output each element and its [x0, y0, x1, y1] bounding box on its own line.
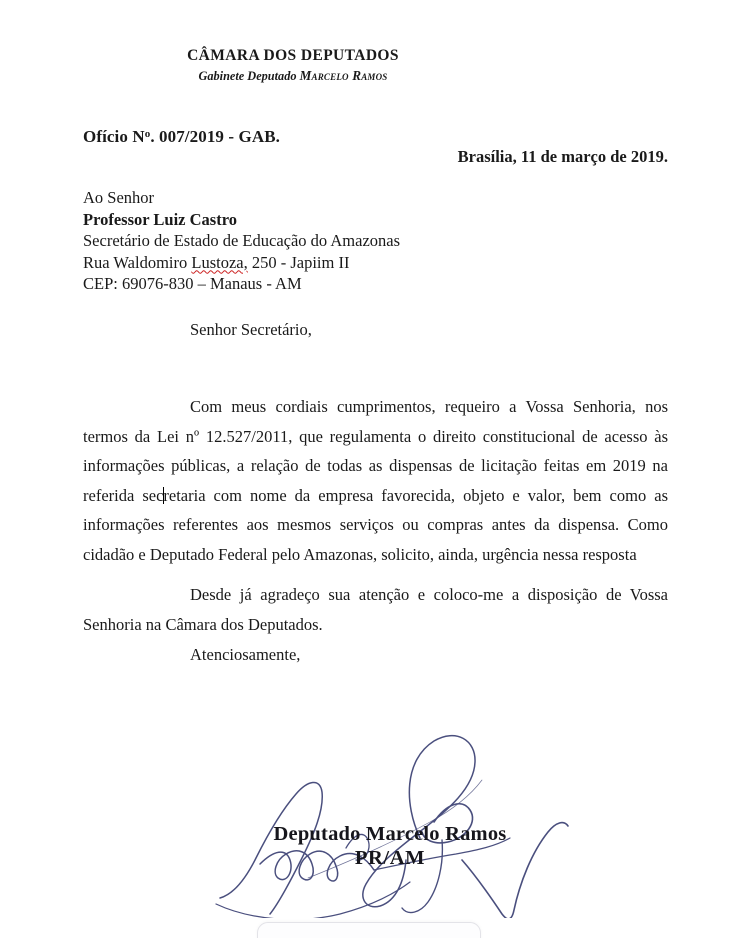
spellcheck-misspelled-word[interactable]: Lustoza,: [191, 252, 248, 272]
recipient-address-suffix: 250 - Japiim II: [247, 252, 350, 272]
body-paragraph-2[interactable]: Desde já agradeço sua atenção e coloco-me a disposição de Vossa Senhoria na Câmara dos Deputados.: [83, 585, 668, 634]
body-paragraph-1-before-caret: Com meus cordiais cumprimentos, requeiro a Vossa Senhoria, nos termos da Lei nº 12.527/2011, que regulamenta o direito constitucional de acesso às informações públicas, a relação de todas as dispensas de licitação feitas em 2019 na referida sec: [83, 397, 668, 505]
letterhead-office-prefix: Gabinete Deputado: [198, 69, 300, 84]
recipient-postal-code: CEP: 69076-830 – Manaus - AM: [83, 274, 302, 293]
signature-party-state-label: PR/AM: [354, 847, 426, 869]
body-block[interactable]: [83, 392, 668, 570]
recipient-address-prefix: Rua Waldomiro: [83, 252, 192, 272]
document-reference-suffix: . 007/2019 - GAB.: [150, 127, 280, 146]
letterhead-office-deputy: Marcelo Ramos: [299, 68, 388, 84]
recipient-block: [83, 187, 400, 295]
signature-block: [190, 718, 590, 918]
recipient-address: [83, 252, 400, 274]
recipient-name: Professor Luiz Castro: [83, 209, 237, 229]
closing-block[interactable]: [83, 580, 668, 639]
document-reference-prefix: Ofício N: [83, 127, 145, 146]
place-and-date: Brasília, 11 de março de 2019.: [457, 147, 668, 166]
signature-name-label: Deputado Marcelo Ramos: [273, 823, 507, 845]
letterhead-office: [83, 67, 503, 85]
salutation-text: Senhor Secretário,: [190, 320, 312, 339]
floating-toolbar[interactable]: [257, 922, 481, 938]
salutation-block: [83, 320, 668, 340]
handwritten-signature-icon: [190, 718, 590, 918]
letterhead-institution: CÂMARA DOS DEPUTADOS: [187, 47, 399, 64]
recipient-position: Secretário de Estado de Educação do Amazonas: [83, 231, 401, 250]
body-paragraph-1[interactable]: [83, 392, 668, 570]
document-reference-ordinal: o: [144, 128, 151, 141]
letterhead: [83, 46, 503, 85]
document-reference-number: [83, 127, 280, 147]
body-paragraph-1-after-caret: retaria com nome da empresa favorecida, objeto e valor, bem como as informações referentes aos mesmos serviços ou compras antes da dispensa. Como cidadão e Deputado Federal pelo Amazonas, solicito, ainda, urgência nessa resposta: [83, 485, 668, 564]
sign-off-text: Atenciosamente,: [190, 645, 301, 664]
recipient-treatment: Ao Senhor: [83, 188, 155, 207]
